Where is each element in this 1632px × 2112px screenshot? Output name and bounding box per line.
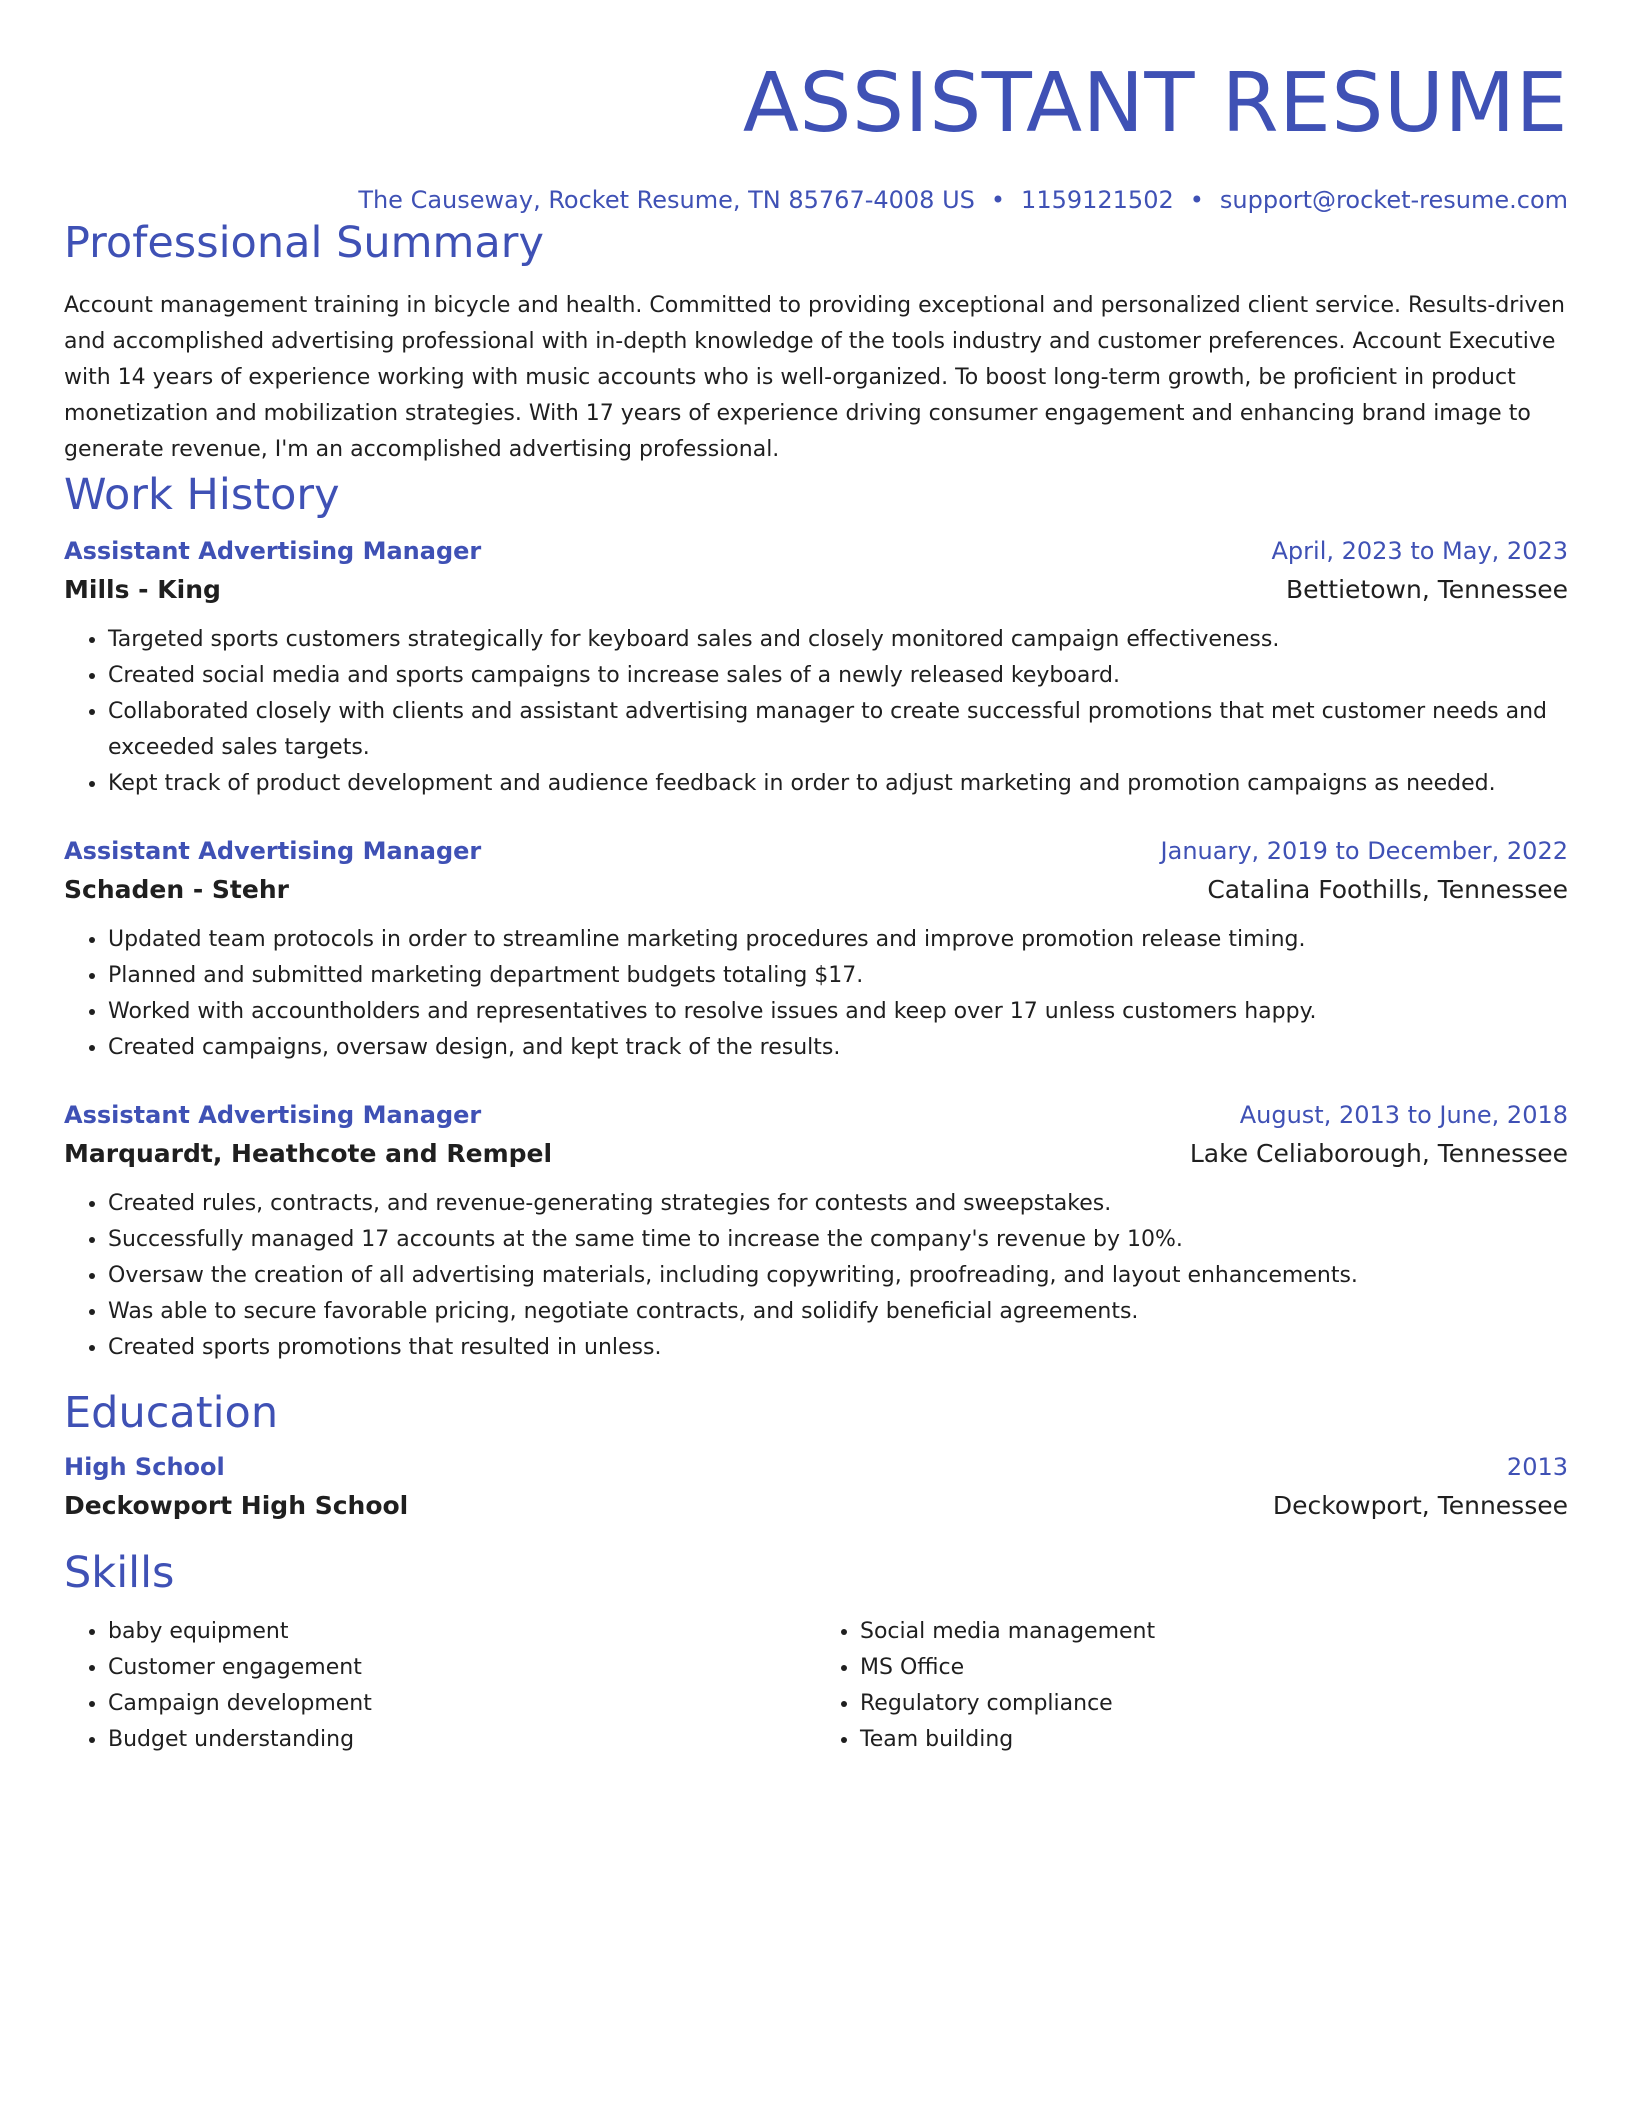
job-dates: April, 2023 to May, 2023	[1271, 537, 1568, 565]
job-location: Lake Celiaborough, Tennessee	[1189, 1139, 1568, 1168]
education-year: 2013	[1506, 1453, 1568, 1481]
job-title-row	[64, 532, 1568, 570]
job-bullet: • Created campaigns, oversaw design, and kept track of the results.	[108, 1030, 1568, 1066]
skill-item: • Campaign development	[108, 1686, 816, 1722]
job-title-row	[64, 1096, 1568, 1134]
job-company: Schaden - Stehr	[64, 875, 289, 904]
job-bullets	[64, 622, 1568, 802]
job-entry	[64, 532, 1568, 802]
skill-item: • Social media management	[860, 1614, 1568, 1650]
job-bullet: • Created social media and sports campaigns to increase sales of a newly released keyboard.	[108, 658, 1568, 694]
resume-name: ASSISTANT RESUME	[742, 56, 1568, 151]
resume-page	[64, 0, 1568, 1758]
education-degree: High School	[64, 1453, 225, 1481]
education-location: Deckowport, Tennessee	[1272, 1491, 1568, 1520]
skills-column-left	[64, 1614, 816, 1758]
summary-text: Account management training in bicycle and health. Committed to providing exceptional and personalized client service. Results-driven and accomplished advertising professional with in-depth knowledge of the tools industry and customer preferences. Account Executive with 14 years of experience working with music accounts who is well-organized. To boost long-term growth, be proficient in product monetization and mobilization strategies. With 17 years of experience driving consumer engagement and enhancing brand image to generate revenue, I'm an accomplished advertising professional.	[64, 293, 1565, 462]
contact-line	[64, 184, 1568, 216]
job-title: Assistant Advertising Manager	[64, 537, 482, 565]
job-title-row	[64, 832, 1568, 870]
job-bullets	[64, 1186, 1568, 1366]
skill-item: • Team building	[860, 1722, 1568, 1758]
skill-item: • Customer engagement	[108, 1650, 816, 1686]
education-entry	[64, 1448, 1568, 1526]
job-bullet: • Collaborated closely with clients and assistant advertising manager to create successful promotions that met customer needs and exceeded sales targets.	[108, 694, 1568, 766]
education-title-row	[64, 1448, 1568, 1486]
contact-address: The Causeway, Rocket Resume, TN 85767-4008 US	[358, 186, 975, 214]
job-entry	[64, 1096, 1568, 1366]
skills-column-right	[816, 1614, 1568, 1758]
job-title: Assistant Advertising Manager	[64, 837, 482, 865]
education-school: Deckowport High School	[64, 1491, 409, 1520]
job-company-row	[64, 870, 1568, 910]
contact-separator: •	[1189, 186, 1204, 214]
education-heading: Education	[64, 1388, 279, 1438]
job-bullet: • Targeted sports customers strategically for keyboard sales and closely monitored campaign effectiveness.	[108, 622, 1568, 658]
job-company: Marquardt, Heathcote and Rempel	[64, 1139, 553, 1168]
job-company-row	[64, 570, 1568, 610]
skill-item: • baby equipment	[108, 1614, 816, 1650]
job-entry	[64, 832, 1568, 1066]
skill-item: • Regulatory compliance	[860, 1686, 1568, 1722]
job-bullet: • Oversaw the creation of all advertising materials, including copywriting, proofreading, and layout enhancements.	[108, 1258, 1568, 1294]
job-title: Assistant Advertising Manager	[64, 1101, 482, 1129]
job-bullet: • Was able to secure favorable pricing, negotiate contracts, and solidify beneficial agreements.	[108, 1294, 1568, 1330]
job-dates: August, 2013 to June, 2018	[1239, 1101, 1568, 1129]
job-bullet: • Worked with accountholders and representatives to resolve issues and keep over 17 unless customers happy.	[108, 994, 1568, 1030]
job-location: Bettietown, Tennessee	[1285, 575, 1568, 604]
job-bullet: • Kept track of product development and audience feedback in order to adjust marketing and promotion campaigns as needed.	[108, 766, 1568, 802]
skills-grid	[64, 1614, 1568, 1758]
skills-heading: Skills	[64, 1548, 175, 1598]
job-company: Mills - King	[64, 575, 221, 604]
summary-heading: Professional Summary	[64, 218, 544, 268]
skill-item: • MS Office	[860, 1650, 1568, 1686]
contact-separator: •	[990, 186, 1006, 214]
job-bullet: • Updated team protocols in order to streamline marketing procedures and improve promotion release timing.	[108, 922, 1568, 958]
job-company-row	[64, 1134, 1568, 1174]
job-bullet: • Planned and submitted marketing department budgets totaling $17.	[108, 958, 1568, 994]
job-dates: January, 2019 to December, 2022	[1160, 837, 1568, 865]
contact-phone: 1159121502	[1021, 186, 1174, 214]
job-bullets	[64, 922, 1568, 1066]
skill-item: • Budget understanding	[108, 1722, 816, 1758]
contact-email[interactable]: support@rocket-resume.com	[1219, 186, 1568, 214]
job-bullet: • Created rules, contracts, and revenue-generating strategies for contests and sweepstakes.	[108, 1186, 1568, 1222]
job-bullet: • Created sports promotions that resulted in unless.	[108, 1330, 1568, 1366]
job-bullet: • Successfully managed 17 accounts at the same time to increase the company's revenue by 10%.	[108, 1222, 1568, 1258]
job-location: Catalina Foothills, Tennessee	[1207, 875, 1568, 904]
education-school-row	[64, 1486, 1568, 1526]
work-history-heading: Work History	[64, 470, 340, 520]
